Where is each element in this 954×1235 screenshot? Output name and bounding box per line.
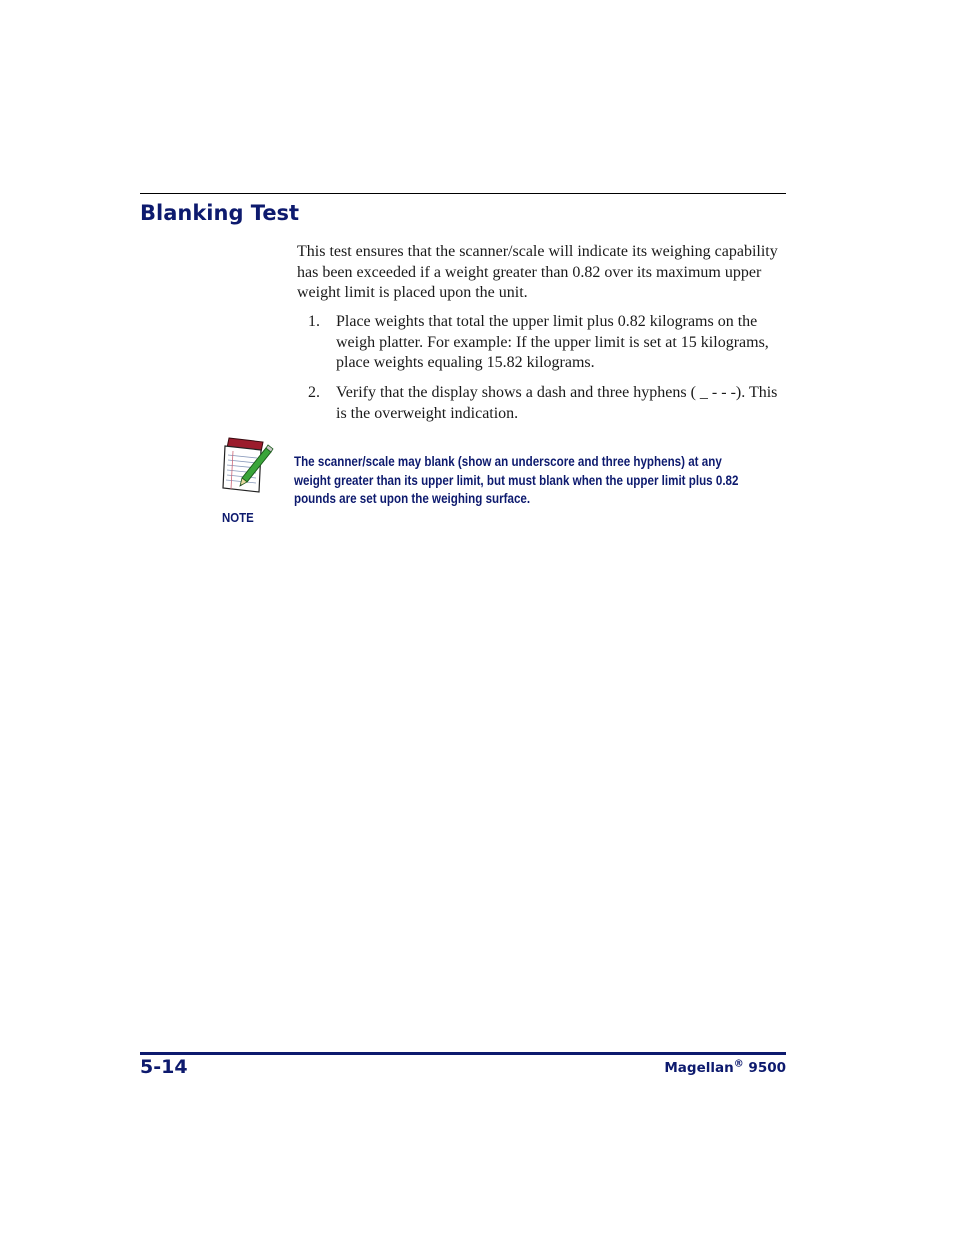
- product-name: [664, 1060, 786, 1076]
- step-item-2: [297, 383, 789, 424]
- top-divider: [140, 193, 786, 194]
- step-text: Verify that the display shows a dash and three hyphens ( _ - - -). This is the overweight indication.: [336, 384, 778, 422]
- intro-paragraph: This test ensures that the scanner/scale will indicate its weighing capability has been exceeded if a weight greater than 0.82 over its maximum upper weight limit is placed upon the unit.: [297, 243, 778, 301]
- section-title: Blanking Test: [140, 201, 300, 225]
- page-number: 5-14: [140, 1056, 188, 1078]
- product-brand: Magellan: [664, 1060, 734, 1076]
- product-model: 9500: [748, 1060, 786, 1076]
- footer-divider: [140, 1052, 786, 1055]
- step-number: 2.: [308, 384, 320, 401]
- step-text: Place weights that total the upper limit plus 0.82 kilograms on the weigh platter. For example: If the upper limit is set at 15 kilograms, place weights equaling 15.82 kilograms.: [336, 313, 769, 371]
- step-item-1: [297, 312, 789, 374]
- note-text: The scanner/scale may blank (show an underscore and three hyphens) at any weight greater than its upper limit, but must blank when the upper limit plus 0.82 pounds are set upon the weighing surface.: [294, 454, 739, 506]
- note-label: NOTE: [222, 510, 254, 525]
- registered-mark: ®: [733, 1058, 744, 1070]
- notepad-pencil-icon: [219, 436, 275, 494]
- step-number: 1.: [308, 313, 320, 330]
